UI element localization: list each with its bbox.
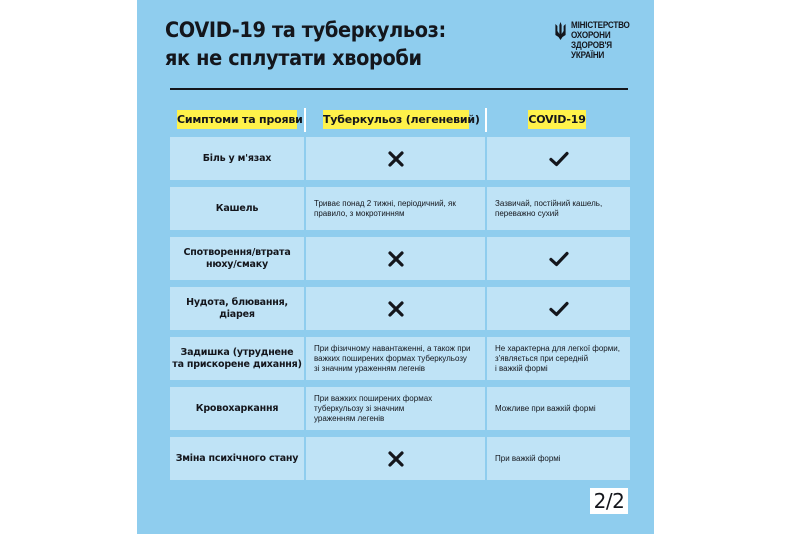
description-line: і важкій формі [495, 363, 548, 373]
description-line: Можливе при важкій формі [495, 403, 596, 413]
tuberculosis-cell [306, 437, 485, 480]
checkmark-icon [487, 301, 630, 317]
page-number: 2/2 [590, 488, 628, 514]
symptom-label [196, 403, 278, 415]
symptom-cell [170, 437, 304, 480]
description-line: переважно сухий [495, 208, 559, 218]
description-line: Зазвичай, постійний кашель, [495, 198, 603, 208]
covid-cell [487, 387, 630, 430]
cross-icon [306, 301, 485, 317]
ministry-name [571, 20, 630, 60]
cross-icon [306, 251, 485, 267]
tuberculosis-cell [306, 237, 485, 280]
symptom-label [203, 153, 272, 165]
infographic-poster [137, 0, 654, 534]
covid-cell [487, 237, 630, 280]
cross-icon [306, 151, 485, 167]
header-covid: COVID-19 [528, 110, 586, 129]
page-title [165, 16, 446, 72]
symptom-label [216, 203, 258, 215]
symptom-line: Спотворення/втрата [183, 246, 291, 258]
symptom-cell [170, 287, 304, 330]
description-line: При фізичному навантаженні, а також при [314, 343, 471, 353]
ministry-line-2: ОХОРОНИ [571, 30, 611, 40]
symptom-cell [170, 337, 304, 380]
symptom-cell [170, 237, 304, 280]
description-text [487, 344, 624, 374]
table-row [170, 137, 630, 180]
symptom-line: Нудота, блювання, [186, 296, 288, 308]
symptom-label [176, 453, 299, 465]
symptom-line: діарея [219, 308, 255, 320]
symptom-label [183, 247, 290, 271]
symptom-line: Кашель [215, 202, 259, 214]
covid-cell [487, 287, 630, 330]
description-line: Триває понад 2 тижні, періодичний, як [314, 198, 456, 208]
table-row [170, 437, 630, 480]
description-text [487, 454, 565, 464]
tuberculosis-cell [306, 187, 485, 230]
table-row [170, 387, 630, 430]
description-text [487, 404, 600, 414]
ministry-logo [555, 20, 636, 60]
description-line: важких поширених формах туберкульозу [314, 353, 467, 363]
checkmark-icon [487, 151, 630, 167]
symptom-label [186, 297, 288, 321]
description-text [306, 394, 436, 424]
description-line: зі значним ураженням легенів [314, 363, 426, 373]
description-line: Не характерна для легкої форми, [495, 343, 620, 353]
description-line: ураженням легенів [314, 413, 385, 423]
covid-cell [487, 437, 630, 480]
title-line-1: COVID-19 та туберкульоз: [165, 18, 446, 42]
table-row [170, 337, 630, 380]
description-text [306, 199, 460, 219]
covid-cell [487, 187, 630, 230]
description-text [306, 344, 474, 374]
table-row [170, 237, 630, 280]
symptom-label [172, 347, 301, 371]
description-line: з'являється при середній [495, 353, 589, 363]
header-symptoms: Симптоми та прояви [177, 110, 297, 129]
trident-icon [555, 22, 566, 40]
symptom-cell [170, 387, 304, 430]
tuberculosis-cell [306, 287, 485, 330]
symptom-line: Зміна психічного стану [175, 452, 299, 464]
ministry-line-1: МІНІСТЕРСТВО [571, 20, 630, 30]
symptom-line: Біль у м'язах [202, 152, 272, 164]
table-row [170, 187, 630, 230]
covid-cell [487, 137, 630, 180]
header-tuberculosis: Туберкульоз (легеневий) [323, 110, 469, 129]
ministry-line-3: ЗДОРОВ'Я [571, 40, 612, 50]
symptom-cell [170, 137, 304, 180]
description-line: правило, з мокротинням [314, 208, 405, 218]
title-divider [170, 88, 628, 90]
symptom-line: та прискорене дихання) [172, 358, 302, 370]
column-divider [304, 108, 306, 132]
checkmark-icon [487, 251, 630, 267]
symptom-line: Кровохаркання [195, 402, 279, 414]
tuberculosis-cell [306, 337, 485, 380]
covid-cell [487, 337, 630, 380]
description-line: туберкульозу зі значним [314, 403, 405, 413]
description-line: При важких поширених формах [314, 393, 433, 403]
column-divider [485, 108, 487, 132]
table-row [170, 287, 630, 330]
description-line: При важкій формі [495, 453, 561, 463]
ministry-line-4: УКРАЇНИ [571, 50, 605, 60]
cross-icon [306, 451, 485, 467]
symptom-line: Задишка (утруднене [180, 346, 294, 358]
title-line-2: як не сплутати хвороби [165, 46, 422, 70]
tuberculosis-cell [306, 387, 485, 430]
description-text [487, 199, 606, 219]
symptom-cell [170, 187, 304, 230]
symptom-line: нюху/смаку [205, 258, 269, 270]
tuberculosis-cell [306, 137, 485, 180]
